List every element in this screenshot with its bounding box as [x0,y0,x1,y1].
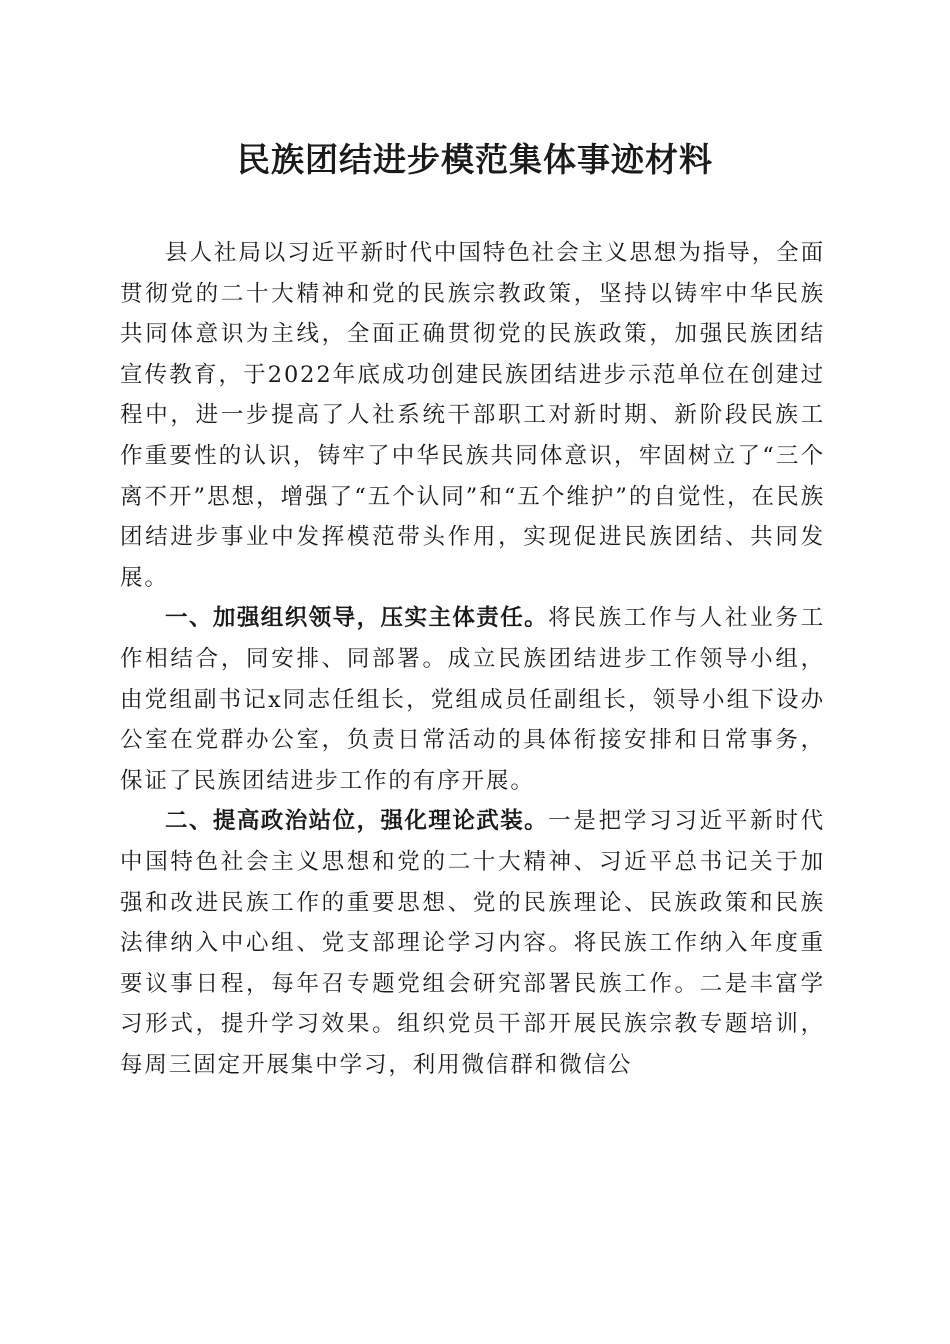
section-2-text: 一是把学习习近平新时代中国特色社会主义思想和党的二十大精神、习近平总书记关于加强和改进民族工作的重要思想、党的民族理论、民族政策和民族法律纳入中心组、党支部理论学习内容。将民族工作纳入年度重要议事日程，每年召专题党组会研究部署民族工作。二是丰富学习形式，提升学习效果。组织党员干部开展民族宗教专题培训，每周三固定开展集中学习，利用微信群和微信公 [120,808,825,1078]
section-1-text: 将民族工作与人社业务工作相结合，同安排、同部署。成立民族团结进步工作领导小组，由党组副书记x同志任组长，党组成员任副组长，领导小组下设办公室在党群办公室，负责日常活动的具体衔接安排和日常事务，保证了民族团结进步工作的有序开展。 [120,605,825,794]
paragraph-intro [120,233,825,598]
document-title: 民族团结进步模范集体事迹材料 [237,140,713,179]
paragraph-intro-text: 县人社局以习近平新时代中国特色社会主义思想为指导，全面贯彻党的二十大精神和党的民族宗教政策，坚持以铸牢中华民族共同体意识为主线，全面正确贯彻党的民族政策，加强民族团结宣传教育，于2022年底成功创建民族团结进步示范单位在创建过程中，进一步提高了人社系统干部职工对新时期、新阶段民族工作重要性的认识，铸牢了中华民族共同体意识，牢固树立了“三个离不开”思想，增强了“五个认同”和“五个维护”的自觉性，在民族团结进步事业中发挥模范带头作用，实现促进民族团结、共同发展。 [120,240,825,591]
paragraph-section-2 [120,801,825,1085]
section-2-heading: 二、提高政治站位，强化理论武装。 [165,808,549,835]
document-body [120,233,825,1085]
section-1-heading: 一、加强组织领导，压实主体责任。 [165,605,549,632]
paragraph-section-1 [120,598,825,801]
